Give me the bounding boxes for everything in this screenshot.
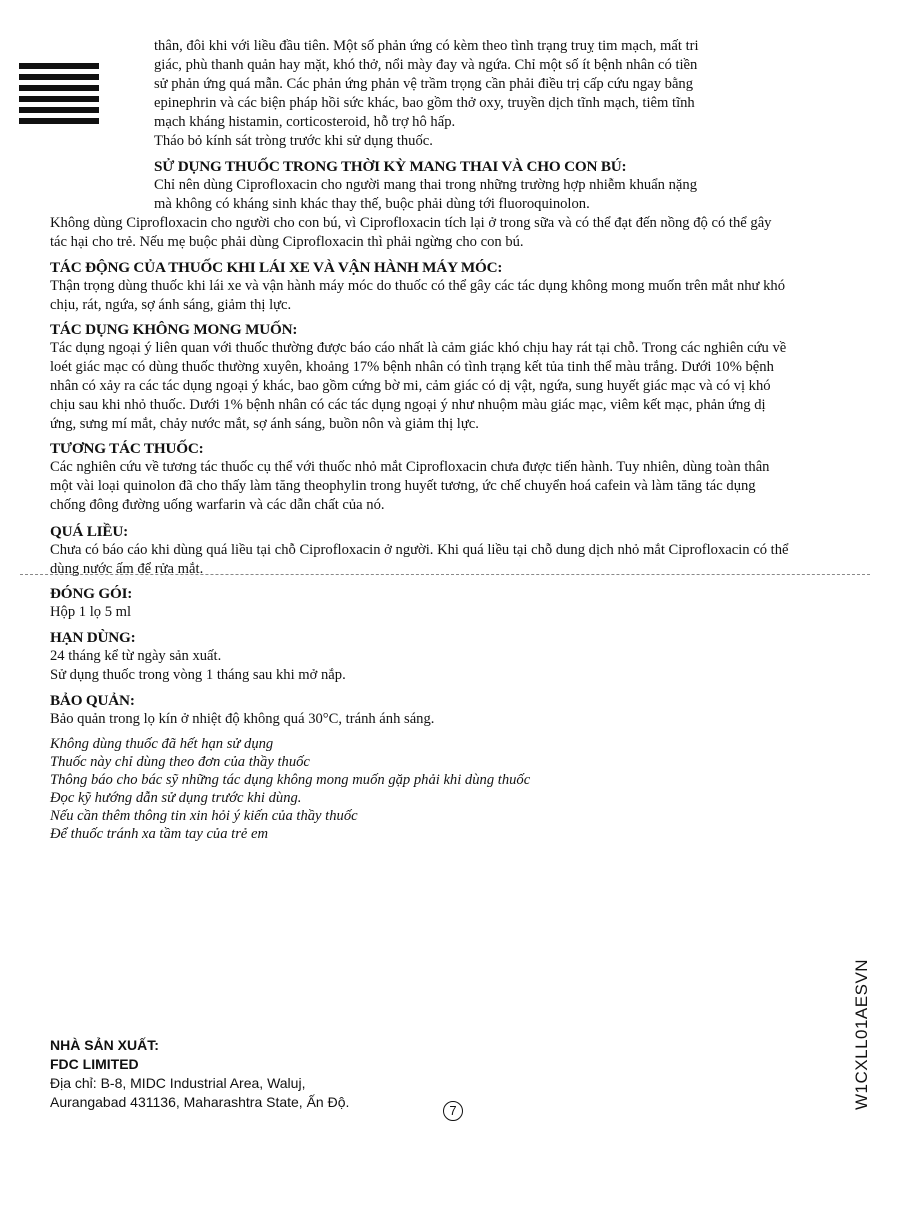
warning-line: Nếu cần thêm thông tin xin hỏi ý kiến của thầy thuốc [50, 808, 358, 824]
text-line: tác hại cho trẻ. Nếu mẹ buộc phải dùng Ciprofloxacin thì phải ngừng cho con bú. [50, 234, 524, 250]
manufacturer-address-line: Aurangabad 431136, Maharashtra State, Ấn Độ. [50, 1094, 350, 1110]
text-line: epinephrin và các biện pháp hồi sức khác, bao gồm thở oxy, truyền dịch tĩnh mạch, tiêm tĩnh [154, 95, 695, 111]
warnings-block [50, 735, 530, 843]
registration-bar [19, 96, 99, 102]
section-heading: QUÁ LIỀU: [50, 523, 128, 540]
text-line: mạch kháng histamin, corticosteroid, hỗ trợ hô hấp. [154, 114, 456, 130]
section-heading: TÁC ĐỘNG CỦA THUỐC KHI LÁI XE VÀ VẬN HÀNH MÁY MÓC: [50, 259, 503, 276]
text-line: Chưa có báo cáo khi dùng quá liều tại chỗ Ciprofloxacin ở người. Khi quá liều tại chỗ dung dịch nhỏ mắt Ciprofloxacin có thể [50, 542, 789, 558]
warning-line: Để thuốc tránh xa tầm tay của trẻ em [50, 826, 269, 842]
dashed-divider [20, 574, 870, 575]
text-line: Sử dụng thuốc trong vòng 1 tháng sau khi mở nắp. [50, 667, 346, 683]
manufacturer-name: FDC LIMITED [50, 1056, 139, 1072]
registration-bar [19, 74, 99, 80]
manufacturer-address-line: Địa chỉ: B-8, MIDC Industrial Area, Waluj, [50, 1075, 306, 1091]
overdose-section [50, 522, 788, 579]
text-line: sử phản ứng quá mẫn. Các phản ứng phản vệ trầm trọng cần phải điều trị cấp cứu ngay bằng [154, 76, 694, 92]
text-line: ứng, sưng mí mắt, chảy nước mắt, sợ ánh sáng, buồn nôn và giảm thị lực. [50, 416, 479, 432]
text-line: thân, đôi khi với liều đầu tiên. Một số phản ứng có kèm theo tình trạng truỵ tim mạch, mất tri [154, 38, 699, 54]
registration-bar [19, 107, 99, 113]
registration-bar [19, 63, 99, 69]
section-heading: ĐÓNG GÓI: [50, 585, 133, 602]
registration-bar [19, 118, 99, 124]
section-heading: BẢO QUẢN: [50, 692, 135, 709]
text-line: Thận trọng dùng thuốc khi lái xe và vận hành máy móc do thuốc có thể gây các tác dụng không mong muốn trên mắt như khó [50, 278, 785, 294]
text-line: 24 tháng kể từ ngày sản xuất. [50, 648, 222, 664]
pregnancy-section [154, 157, 697, 214]
shelf-life-section [50, 628, 346, 685]
warning-line: Thuốc này chỉ dùng theo đơn của thầy thuốc [50, 754, 310, 770]
warning-line: Thông báo cho bác sỹ những tác dụng không mong muốn gặp phải khi dùng thuốc [50, 772, 531, 788]
text-line: mà không có kháng sinh khác thay thế, buộc phải dùng tới fluoroquinolon. [154, 196, 590, 212]
section-heading: HẠN DÙNG: [50, 629, 136, 646]
warning-line: Đọc kỹ hướng dẫn sử dụng trước khi dùng. [50, 790, 302, 806]
text-line: Các nghiên cứu về tương tác thuốc cụ thể với thuốc nhỏ mắt Ciprofloxacin chưa được tiến hành. Tuy nhiên, dùng toàn thân [50, 459, 770, 475]
section-heading: SỬ DỤNG THUỐC TRONG THỜI KỲ MANG THAI VÀ CHO CON BÚ: [154, 158, 627, 175]
page-number: 7 [443, 1101, 463, 1121]
text-line: Tác dụng ngoại ý liên quan với thuốc thường được báo cáo nhất là cảm giác khó chịu hay rát tại chỗ. Trong các nghiên cứu về [50, 340, 787, 356]
manufacturer-block [50, 1036, 349, 1112]
text-line: Hộp 1 lọ 5 ml [50, 604, 132, 620]
manufacturer-heading: NHÀ SẢN XUẤT: [50, 1037, 159, 1053]
pregnancy-paragraph [50, 214, 771, 252]
text-line: chống đông đường uống warfarin và các dẫn chất của nó. [50, 497, 385, 513]
text-line: chịu sau khi nhỏ thuốc. Dưới 1% bệnh nhân có các tác dụng ngoại ý như nhuộm màu giác mạc, viêm kết mạc, phản ứng dị [50, 397, 766, 413]
text-line: Không dùng Ciprofloxacin cho người cho con bú, vì Ciprofloxacin tích lại ở trong sữa và có thể đạt đến nồng độ có thể gây [50, 215, 772, 231]
text-line: dùng nước ấm để rửa mắt. [50, 561, 204, 577]
text-line: loét giác mạc có dùng thuốc thường xuyên, khoảng 17% bệnh nhân có tình trạng kết tủa tinh thể màu trắng. Dưới 10% bệnh [50, 359, 774, 375]
side-effects-section [50, 320, 786, 434]
text-line: Bảo quản trong lọ kín ở nhiệt độ không quá 30°C, tránh ánh sáng. [50, 711, 435, 727]
registration-bars [19, 63, 99, 129]
section-heading: TÁC DỤNG KHÔNG MONG MUỐN: [50, 321, 298, 338]
driving-section [50, 258, 785, 315]
registration-bar [19, 85, 99, 91]
text-line: nhân có xảy ra các tác dụng ngoại ý khác, bao gồm cứng bờ mi, cảm giác có dị vật, ngứa, sung huyết giác mạc và có vị khó [50, 378, 771, 394]
intro-paragraph [154, 37, 699, 151]
text-line: một vài loại quinolon đã cho thấy làm tăng theophylin trong huyết tương, ức chế chuyển hoá cafein và làm tăng tác dụng [50, 478, 756, 494]
storage-section [50, 691, 434, 729]
text-line: chịu, rát, ngứa, sợ ánh sáng, giảm thị lực. [50, 297, 292, 313]
text-line: Chỉ nên dùng Ciprofloxacin cho người mang thai trong những trường hợp nhiễm khuẩn nặng [154, 177, 697, 193]
side-code: W1CXLL01AESVN [852, 958, 871, 1110]
text-line: giác, phù thanh quản hay mặt, khó thở, nổi mày đay và ngứa. Chỉ một số ít bệnh nhân có tiền [154, 57, 698, 73]
warning-line: Không dùng thuốc đã hết hạn sử dụng [50, 736, 274, 752]
packaging-section [50, 584, 132, 622]
section-heading: TƯƠNG TÁC THUỐC: [50, 440, 204, 457]
interactions-section [50, 439, 769, 515]
text-line: Tháo bỏ kính sát tròng trước khi sử dụng thuốc. [154, 133, 433, 149]
